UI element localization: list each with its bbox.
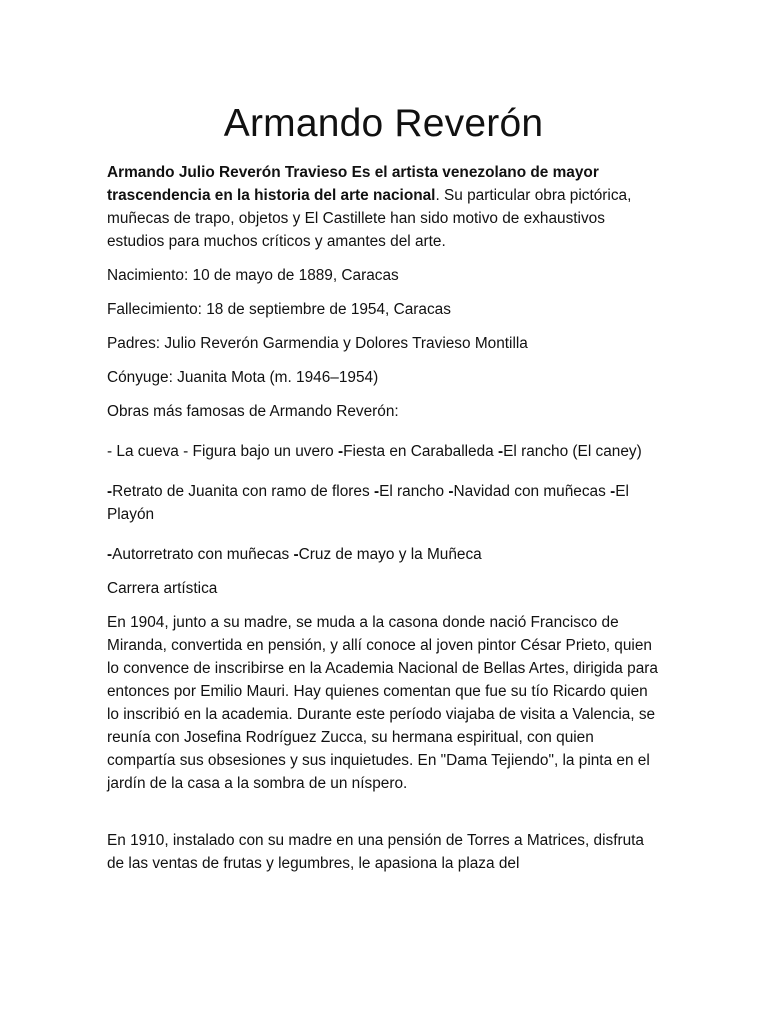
- works-separator: -: [338, 443, 344, 460]
- intro-paragraph: [107, 161, 660, 253]
- work-item: El Playón: [107, 483, 629, 523]
- death-fact: Fallecimiento: 18 de septiembre de 1954, Caracas: [107, 301, 451, 318]
- works-separator: -: [293, 546, 299, 563]
- works-separator: -: [448, 483, 454, 500]
- works-separator: -: [610, 483, 616, 500]
- works-separator: -: [107, 483, 113, 500]
- intro-rest-text: . Su particular obra pictórica, muñecas de trapo, objetos y El Castillete han sido motivo de exhaustivos estudios para muchos críticos y amantes del arte.: [107, 187, 632, 250]
- career-paragraph-2: En 1910, instalado con su madre en una pensión de Torres a Matrices, disfruta de las ventas de frutas y legumbres, le apasiona la plaza del: [107, 832, 644, 872]
- career-paragraph-1: En 1904, junto a su madre, se muda a la casona donde nació Francisco de Miranda, convertida en pensión, y allí conoce al joven pintor César Prieto, quien lo convence de inscribirse en la Academia Nacional de Bellas Artes, dirigida para entonces por Emilio Mauri. Hay quienes comentan que fue su tío Ricardo quien lo inscribió en la academia. Durante este período viajaba de visita a Valencia, se reunía con Josefina Rodríguez Zucca, su hermana espiritual, con quien compartía sus obsesiones y sus inquietudes. En "Dama Tejiendo", la pinta en el jardín de la casa a la sombra de un níspero.: [107, 614, 658, 792]
- birth-fact: Nacimiento: 10 de mayo de 1889, Caracas: [107, 267, 399, 284]
- works-separator: -: [498, 443, 504, 460]
- spouse-fact: Cónyuge: Juanita Mota (m. 1946–1954): [107, 369, 379, 386]
- works-heading: Obras más famosas de Armando Reverón:: [107, 403, 399, 420]
- work-item: Navidad con muñecas: [453, 483, 611, 500]
- works-line-1: [107, 440, 660, 463]
- work-item: Cruz de mayo y la Muñeca: [298, 546, 482, 563]
- work-item: Autorretrato con muñecas: [112, 546, 294, 563]
- intro-bold-text: Armando Julio Reverón Travieso Es el artista venezolano de mayor trascendencia en la historia del arte nacional: [107, 164, 599, 204]
- works-line-2: [107, 480, 660, 526]
- parents-fact: Padres: Julio Reverón Garmendia y Dolores Travieso Montilla: [107, 335, 528, 352]
- work-item: El rancho: [379, 483, 449, 500]
- works-line-lead: - La cueva - Figura bajo un uvero: [107, 443, 338, 460]
- section-heading-career: Carrera artística: [107, 580, 218, 597]
- work-item: Fiesta en Caraballeda: [343, 443, 498, 460]
- works-line-3: [107, 543, 660, 566]
- work-item: El rancho (El caney): [503, 443, 642, 460]
- works-separator: -: [107, 546, 113, 563]
- work-item: Retrato de Juanita con ramo de flores: [112, 483, 374, 500]
- document-title: Armando Reverón: [223, 102, 544, 145]
- works-separator: -: [373, 483, 380, 500]
